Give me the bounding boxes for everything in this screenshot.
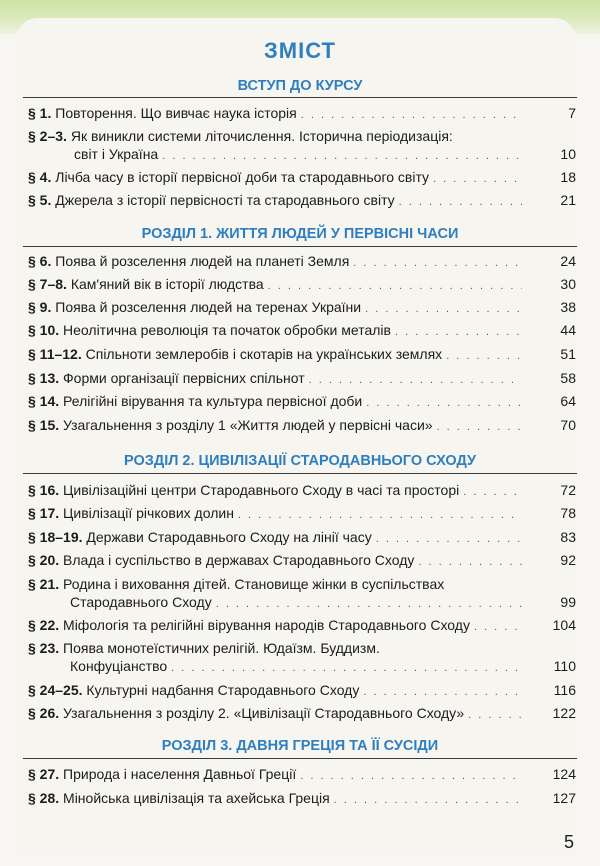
leader-dots [216,595,522,613]
leader-dots [376,530,522,548]
toc-entry[interactable] [28,575,526,613]
leader-dots [418,553,522,571]
leader-dots [309,371,522,389]
entry-title: Природа і населення Давньої Греції [63,766,297,782]
entry-number: § 14. [28,393,60,409]
entry-page-number: 64 [560,393,576,409]
toc-entry[interactable] [28,345,526,365]
entry-number: § 26. [28,705,60,721]
section-divider [23,246,577,247]
entry-page-number: 110 [553,658,576,674]
leader-dots [363,683,522,701]
toc-entry[interactable] [28,275,526,295]
toc-entry[interactable] [28,104,526,124]
entry-page-number: 30 [560,276,576,292]
leader-dots [171,659,522,677]
entry-number: § 15. [28,417,60,433]
toc-entry[interactable] [28,616,526,636]
toc-entry[interactable] [28,321,526,341]
toc-entry[interactable] [28,765,526,785]
entry-title: Родина і виховання дітей. Становище жінки в суспільствах [63,576,445,592]
leader-dots [433,170,522,188]
entry-title: Спільноти землеробів і скотарів на українських землях [85,346,443,362]
toc-entry[interactable] [28,252,526,272]
leader-dots [162,147,522,165]
toc-entry[interactable] [28,681,526,701]
entry-title-continued: Стародавнього Сходу [70,594,212,610]
entry-number: § 21. [28,576,60,592]
entry-number: § 23. [28,640,60,656]
entry-title: Джерела з історії первісності та стародавнього світу [55,192,395,208]
leader-dots [334,791,522,809]
leader-dots [365,300,522,318]
entry-title-continued: світ і Україна [74,146,159,162]
section-divider [23,97,577,98]
section-heading-chapter-1: РОЗДІЛ 1. ЖИТТЯ ЛЮДЕЙ У ПЕРВІСНІ ЧАСИ [141,226,459,242]
entry-number: § 28. [28,790,60,806]
toc-entry[interactable] [28,704,526,724]
page-folio-number: 5 [563,832,574,852]
entry-title: Як виникли системи літочислення. Історична періодизація: [70,128,453,144]
toc-entry[interactable] [28,369,526,389]
entry-title: Форми організації первісних спільнот [63,370,305,386]
entry-title: Поява монотеїстичних релігій. Юдаїзм. Буддизм. [63,640,380,656]
entry-title: Поява й розселення людей на теренах України [55,299,362,315]
entry-title: Релігійні вірування та культура первісної доби [63,393,363,409]
section-heading-chapter-2: РОЗДІЛ 2. ЦИВІЛІЗАЦІЇ СТАРОДАВНЬОГО СХОДУ [124,453,476,469]
page-title: ЗМІСТ [264,38,336,63]
toc-entry[interactable] [28,392,526,412]
toc-entry[interactable] [28,504,526,524]
entry-page-number: 83 [560,529,576,545]
toc-entry[interactable] [28,481,526,501]
entry-number: § 16. [28,482,60,498]
entry-page-number: 51 [560,346,576,362]
leader-dots [301,106,522,124]
entry-title: Кам'яний вік в історії людства [70,276,264,292]
entry-title-continued: Конфуціанство [70,658,168,674]
entry-page-number: 58 [560,370,576,386]
toc-entry[interactable] [28,551,526,571]
entry-page-number: 21 [560,192,576,208]
entry-page-number: 70 [560,417,576,433]
section-heading-chapter-3: РОЗДІЛ 3. ДАВНЯ ГРЕЦІЯ ТА ЇЇ СУСІДИ [161,738,439,754]
leader-dots [446,347,522,365]
entry-page-number: 104 [552,617,576,633]
entry-page-number: 116 [553,682,576,698]
entry-title: Мінойська цивілізація та ахейська Греція [63,790,330,806]
entry-page-number: 7 [568,105,576,121]
entry-page-number: 18 [560,169,576,185]
leader-dots [474,618,522,636]
leader-dots [268,277,522,295]
entry-number: § 11–12. [28,346,82,362]
entry-page-number: 122 [552,705,576,721]
toc-entry[interactable] [28,789,526,809]
section-divider [23,473,577,474]
entry-number: § 22. [28,617,60,633]
entry-page-number: 124 [552,766,576,782]
toc-entry[interactable] [28,298,526,318]
leader-dots [238,506,522,524]
entry-title: Міфологія та релігійні вірування народів Стародавнього Сходу [63,617,470,633]
entry-number: § 4. [28,169,52,185]
entry-number: § 20. [28,552,60,568]
leader-dots [437,418,522,436]
leader-dots [395,323,522,341]
entry-page-number: 24 [560,253,576,269]
leader-dots [463,483,522,501]
entry-number: § 9. [28,299,52,315]
entry-number: § 18–19. [28,529,83,545]
toc-entry[interactable] [28,528,526,548]
section-heading-intro: ВСТУП ДО КУРСУ [237,78,363,94]
entry-number: § 5. [28,192,52,208]
entry-title: Узагальнення з розділу 1 «Життя людей у первісні часи» [63,417,433,433]
entry-title: Культурні надбання Стародавнього Сходу [86,682,360,698]
entry-number: § 6. [28,253,52,269]
entry-title: Цивілізаційні центри Стародавнього Сходу в часі та просторі [63,482,460,498]
entry-number: § 1. [28,105,52,121]
toc-entry[interactable] [28,168,526,188]
entry-title: Лічба часу в історії первісної доби та стародавнього світу [55,169,430,185]
leader-dots [300,767,522,785]
entry-number: § 2–3. [28,128,67,144]
entry-page-number: 78 [560,505,576,521]
entry-page-number: 92 [560,552,576,568]
leader-dots [468,706,522,724]
entry-title: Влада і суспільство в державах Стародавнього Сходу [63,552,415,568]
entry-number: § 17. [28,505,60,521]
entry-page-number: 44 [560,322,576,338]
entry-title: Повторення. Що вивчає наука історія [55,105,297,121]
entry-title: Неолітична революція та початок обробки металів [63,322,391,338]
leader-dots [399,193,522,211]
entry-page-number: 99 [560,594,576,610]
entry-page-number: 72 [560,482,576,498]
entry-title: Поява й розселення людей на планеті Земля [55,253,350,269]
entry-number: § 10. [28,322,60,338]
entry-title: Цивілізації річкових долин [63,505,234,521]
entry-number: § 7–8. [28,276,67,292]
toc-entry[interactable] [28,416,526,436]
section-divider [23,758,577,759]
leader-dots [353,254,522,272]
entry-number: § 27. [28,766,60,782]
toc-entry[interactable] [28,191,526,211]
entry-title: Держави Стародавнього Сходу на лінії часу [86,529,372,545]
leader-dots [366,394,522,412]
entry-page-number: 127 [552,790,576,806]
entry-number: § 13. [28,370,60,386]
entry-page-number: 38 [560,299,576,315]
toc-entry[interactable] [28,127,526,165]
entry-title: Узагальнення з розділу 2. «Цивілізації Стародавнього Сходу» [63,705,465,721]
entry-number: § 24–25. [28,682,83,698]
toc-entry[interactable] [28,639,526,677]
entry-page-number: 10 [560,146,576,162]
